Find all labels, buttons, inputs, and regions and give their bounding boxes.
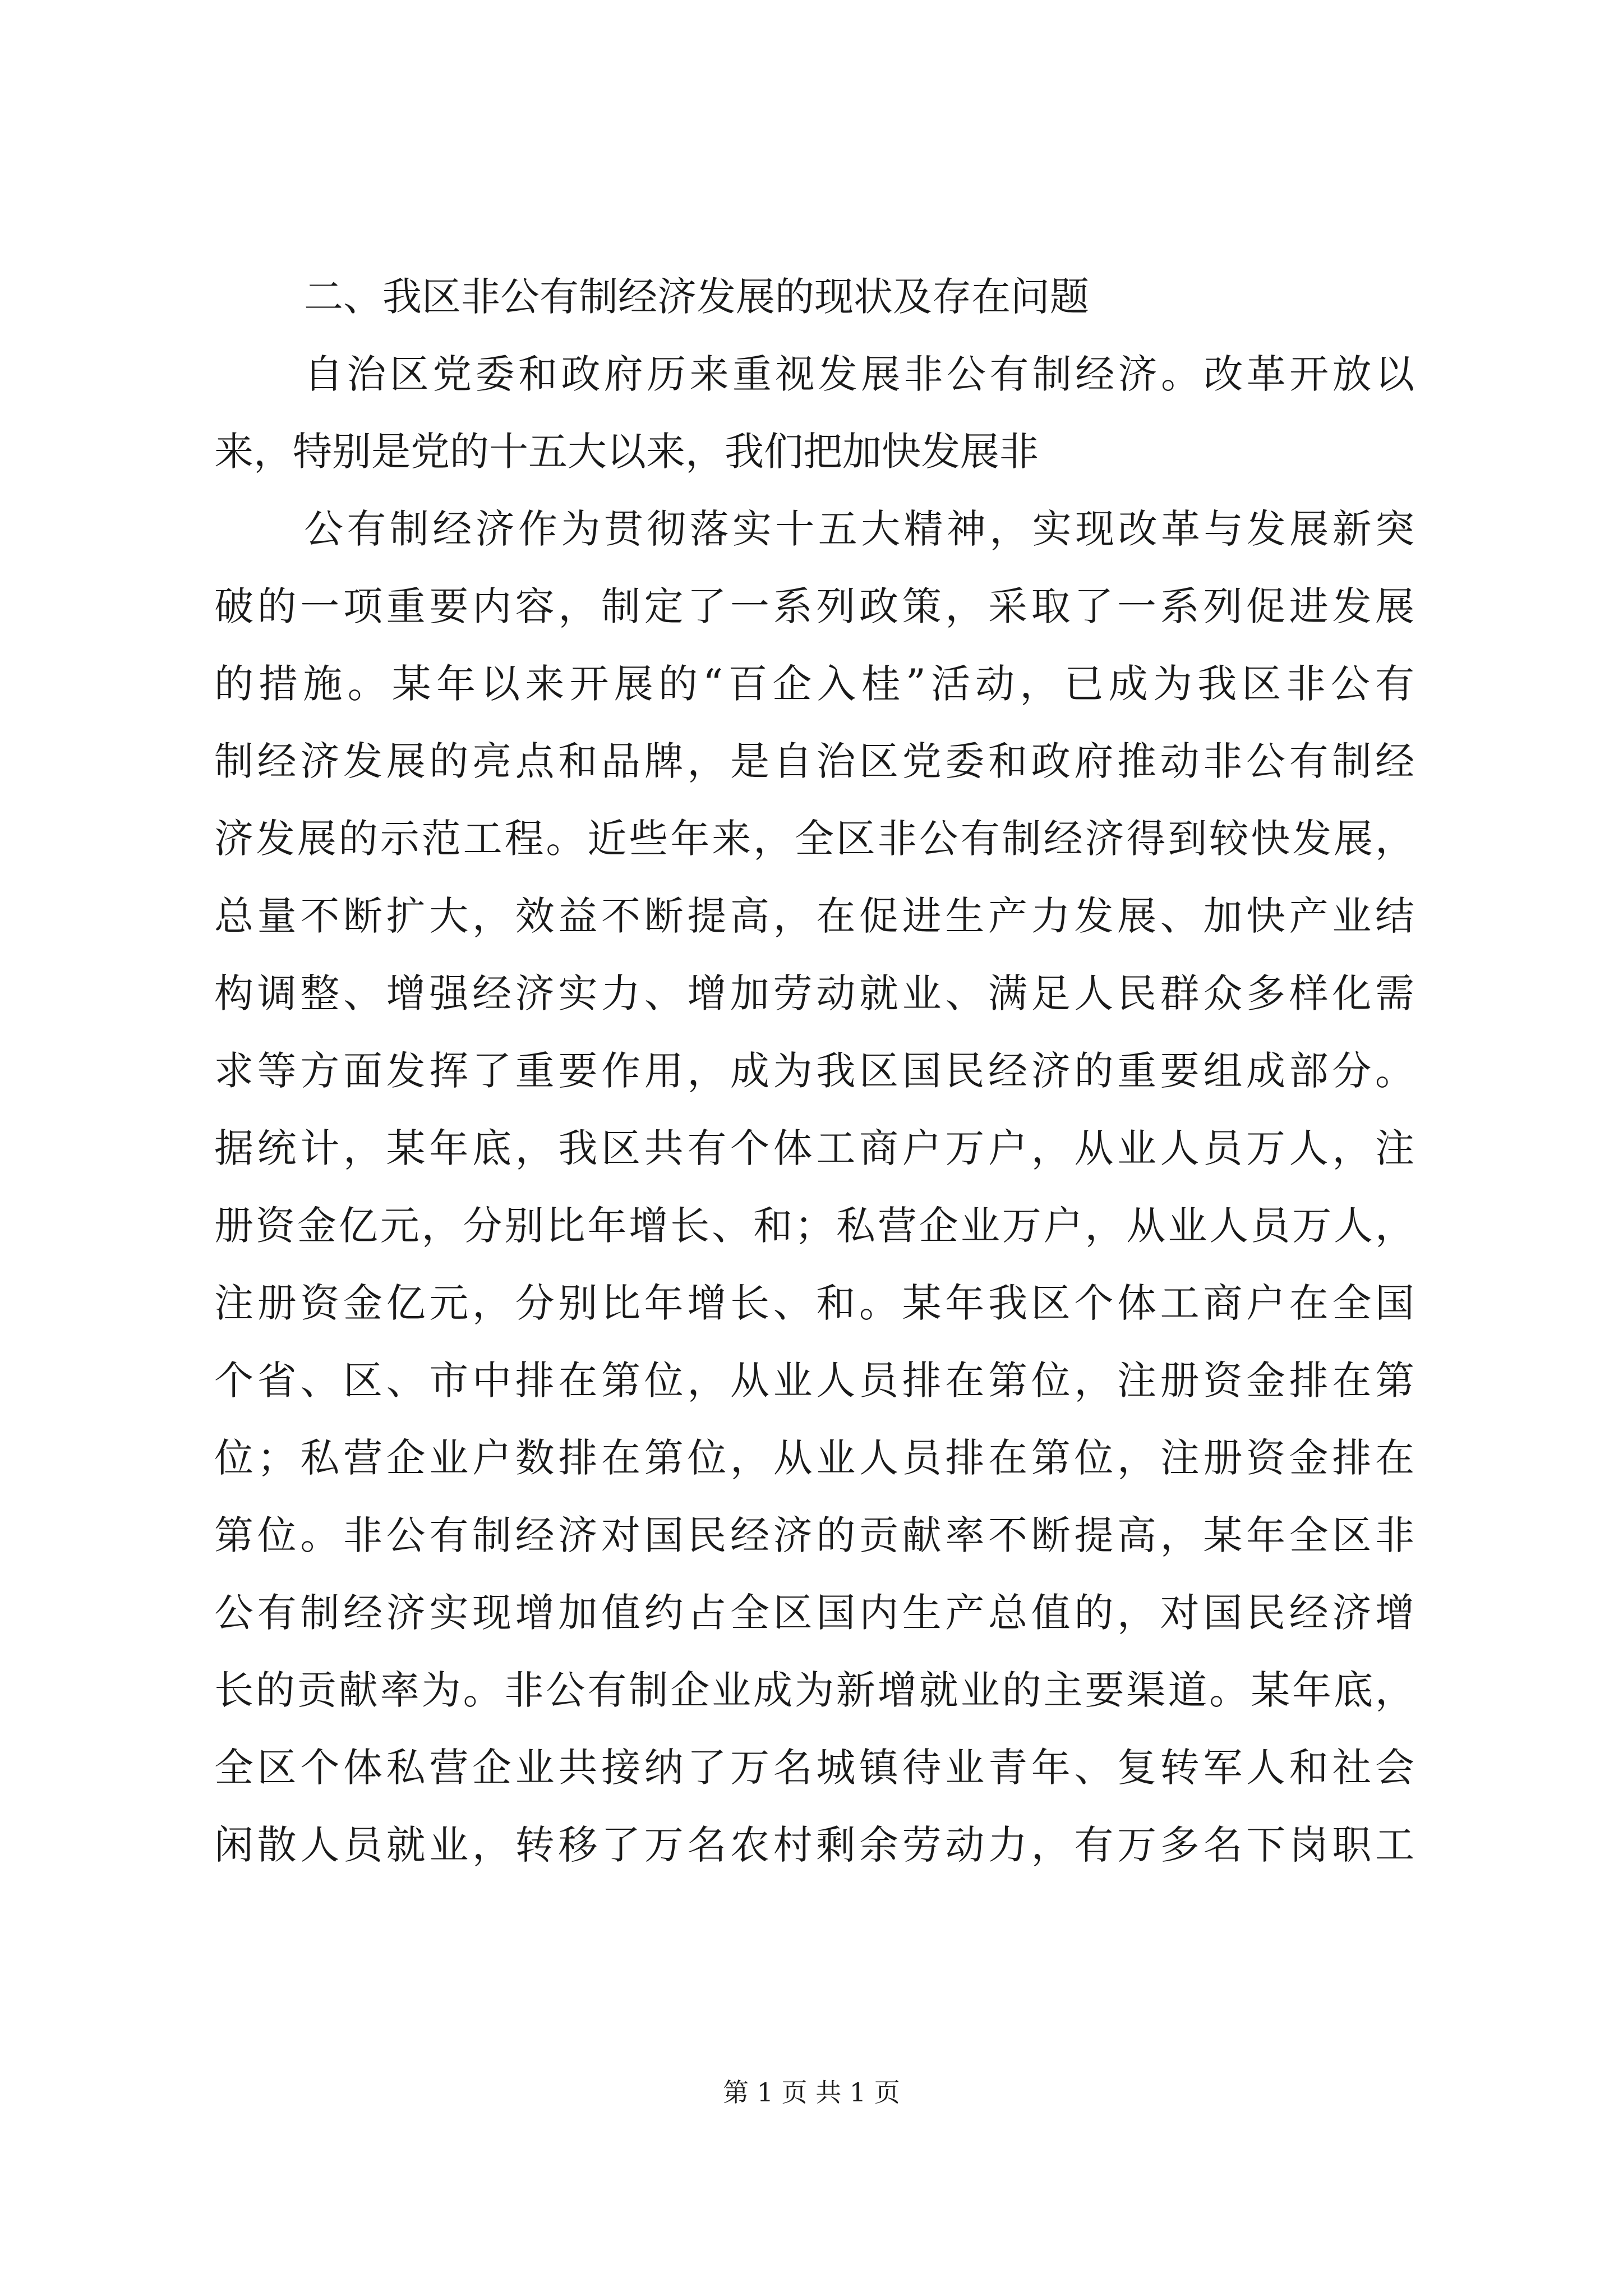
- paragraph-line: 求等方面发挥了重要作用，成为我区国民经济的重要组成部分。: [214, 1048, 1414, 1094]
- paragraph-line: 注册资金亿元，分别比年增长、和。某年我区个体工商户在全国: [214, 1280, 1414, 1326]
- paragraph-line: 构调整、增强经济实力、增加劳动就业、满足人民群众多样化需: [214, 970, 1414, 1016]
- paragraph-line: 闲散人员就业，转移了万名农村剩余劳动力，有万多名下岗职工: [214, 1822, 1414, 1868]
- paragraph-line: 公有制经济实现增加值约占全区国内生产总值的，对国民经济增: [214, 1590, 1414, 1636]
- paragraph-line: 制经济发展的亮点和品牌，是自治区党委和政府推动非公有制经: [214, 738, 1414, 784]
- document-body: [214, 258, 1414, 1884]
- paragraph-2: [214, 490, 1414, 1884]
- paragraph-line: 的措施。某年以来开展的“百企入桂”活动，已成为我区非公有: [214, 661, 1414, 707]
- paragraph-line: 破的一项重要内容，制定了一系列政策，采取了一系列促进发展: [214, 583, 1414, 629]
- paragraph-line: 自治区党委和政府历来重视发展非公有制经济。改革开放以: [304, 351, 1414, 397]
- paragraph-line: 济发展的示范工程。近些年来，全区非公有制经济得到较快发展，: [214, 816, 1414, 862]
- paragraph-1: [214, 335, 1414, 490]
- paragraph-line: 位；私营企业户数排在第位，从业人员排在第位，注册资金排在: [214, 1435, 1414, 1481]
- paragraph-line: 来，特别是党的十五大以来，我们把加快发展非: [214, 429, 1039, 475]
- paragraph-line: 据统计，某年底，我区共有个体工商户万户，从业人员万人，注: [214, 1125, 1414, 1171]
- paragraph-line: 总量不断扩大，效益不断提高，在促进生产力发展、加快产业结: [214, 893, 1414, 939]
- paragraph-line: 公有制经济作为贯彻落实十五大精神，实现改革与发展新突: [304, 506, 1414, 552]
- paragraph-line: 第位。非公有制经济对国民经济的贡献率不断提高，某年全区非: [214, 1512, 1414, 1558]
- paragraph-line: 个省、区、市中排在第位，从业人员排在第位，注册资金排在第: [214, 1358, 1414, 1404]
- paragraph-line: 全区个体私营企业共接纳了万名城镇待业青年、复转军人和社会: [214, 1745, 1414, 1791]
- paragraph-line: 册资金亿元，分别比年增长、和；私营企业万户，从业人员万人，: [214, 1203, 1414, 1249]
- paragraph-line: 长的贡献率为。非公有制企业成为新增就业的主要渠道。某年底，: [214, 1667, 1414, 1713]
- page-footer: 第 1 页 共 1 页: [723, 2077, 900, 2108]
- section-heading: 二、我区非公有制经济发展的现状及存在问题: [304, 274, 1089, 320]
